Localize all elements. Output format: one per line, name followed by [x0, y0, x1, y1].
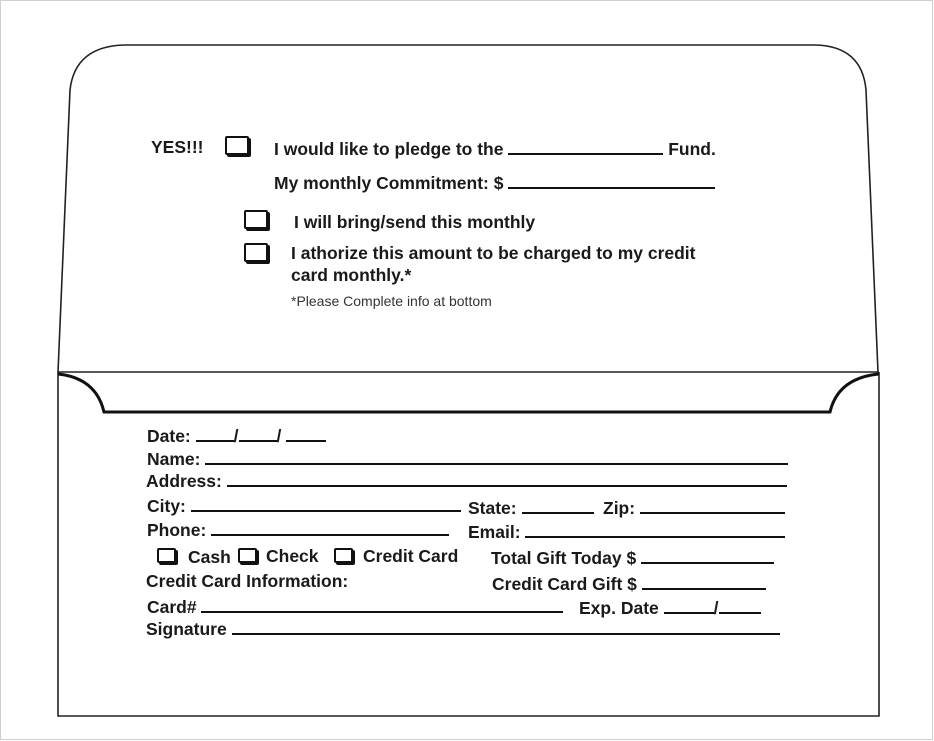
address-field[interactable] [227, 469, 787, 487]
state-row: State: [468, 496, 594, 519]
check-label: Check [266, 546, 319, 566]
credit-card-checkbox[interactable] [334, 548, 353, 563]
date-month-field[interactable] [196, 424, 234, 442]
pledge-text: I would like to pledge to the Fund. [274, 139, 716, 159]
cc-gift-field[interactable] [642, 572, 766, 590]
bring-monthly-checkbox[interactable] [244, 210, 268, 229]
date-row: Date: / / [147, 424, 326, 447]
state-field[interactable] [522, 496, 594, 514]
cash-checkbox[interactable] [157, 548, 176, 563]
name-row: Name: [147, 447, 788, 470]
pledge-checkbox[interactable] [225, 136, 249, 155]
exp-year-field[interactable] [719, 596, 761, 614]
exp-month-field[interactable] [664, 596, 714, 614]
check-checkbox[interactable] [238, 548, 257, 563]
fund-label: Fund. [668, 139, 716, 159]
cc-gift-row: Credit Card Gift $ [492, 572, 766, 595]
date-day-field[interactable] [239, 424, 277, 442]
city-field[interactable] [191, 494, 461, 512]
fund-name-field[interactable] [508, 137, 663, 155]
phone-row: Phone: [147, 518, 449, 541]
exp-row: Exp. Date / [579, 596, 761, 619]
footnote: *Please Complete info at bottom [291, 293, 492, 309]
cash-label: Cash [188, 547, 231, 567]
city-row: City: [147, 494, 461, 517]
option-bring: I will bring/send this monthly [294, 212, 536, 232]
monthly-commitment: My monthly Commitment: $ [274, 171, 715, 194]
credit-card-label: Credit Card [363, 546, 459, 566]
total-gift-field[interactable] [641, 546, 774, 564]
commitment-amount-field[interactable] [508, 171, 715, 189]
option-authorize-line1: I athorize this amount to be charged to my credit [291, 243, 696, 263]
signature-field[interactable] [232, 617, 780, 635]
yes-label: YES!!! [151, 137, 204, 157]
phone-field[interactable] [211, 518, 449, 536]
email-field[interactable] [525, 520, 785, 538]
date-year-field[interactable] [286, 424, 326, 442]
option-authorize-line2: card monthly.* [291, 265, 412, 285]
zip-field[interactable] [640, 496, 785, 514]
total-gift-row: Total Gift Today $ [491, 546, 774, 569]
card-row: Card# [147, 595, 563, 618]
cc-info-label: Credit Card Information: [146, 571, 349, 591]
card-number-field[interactable] [201, 595, 563, 613]
address-row: Address: [146, 469, 787, 492]
name-field[interactable] [205, 447, 788, 465]
signature-row: Signature [146, 617, 780, 640]
email-row: Email: [468, 520, 785, 543]
zip-row: Zip: [603, 496, 785, 519]
authorize-charge-checkbox[interactable] [244, 243, 268, 262]
